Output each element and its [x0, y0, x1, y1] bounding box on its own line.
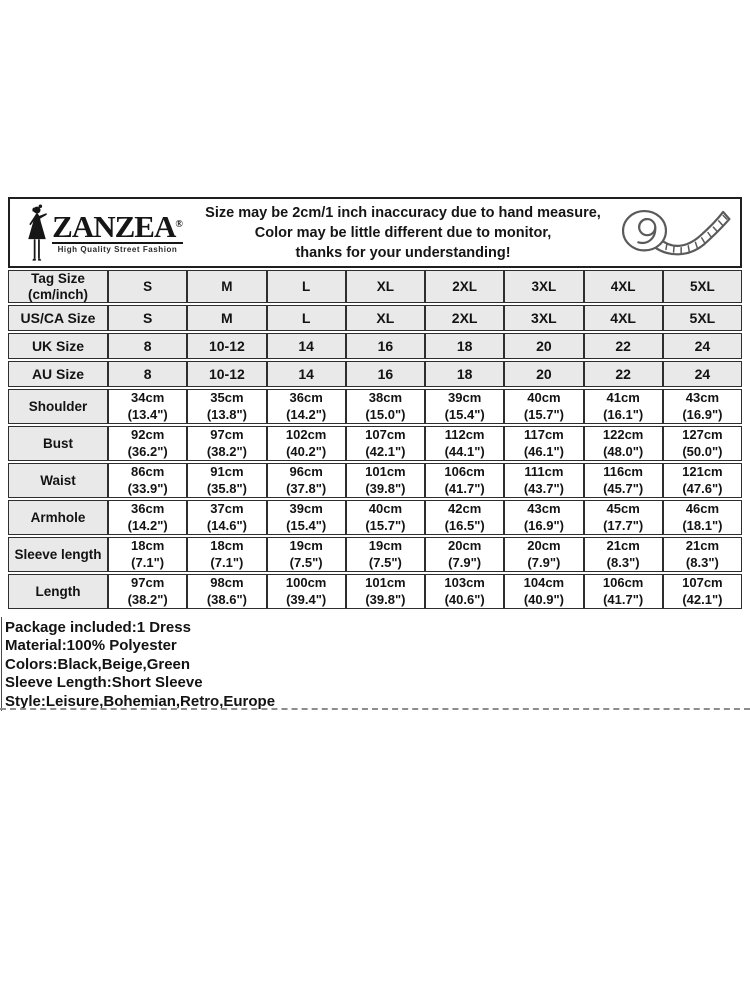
- size-cell: 112cm (44.1"): [425, 426, 504, 461]
- row-label: AU Size: [8, 361, 108, 387]
- size-table-row: [8, 270, 742, 303]
- size-cell: XL: [346, 305, 425, 331]
- size-cell: 40cm (15.7"): [504, 389, 583, 424]
- size-cell: 92cm (36.2"): [108, 426, 187, 461]
- size-cell: 97cm (38.2"): [187, 426, 266, 461]
- size-table-row: [8, 426, 742, 461]
- size-cell: 101cm (39.8"): [346, 574, 425, 609]
- size-cell: 122cm (48.0"): [584, 426, 663, 461]
- size-cell: 103cm (40.6"): [425, 574, 504, 609]
- detail-line: Package included:1 Dress: [5, 619, 191, 636]
- size-cell: 19cm (7.5"): [267, 537, 346, 572]
- detail-line: Colors:Black,Beige,Green: [5, 655, 191, 673]
- size-cell: 111cm (43.7"): [504, 463, 583, 498]
- disclaimer-line: Color may be little different due to monitor,: [254, 224, 552, 241]
- size-table-row: [8, 389, 742, 424]
- size-cell: 10-12: [187, 361, 266, 387]
- size-cell: 43cm (16.9"): [663, 389, 742, 424]
- size-cell: 98cm (38.6"): [187, 574, 266, 609]
- perforation-divider: [0, 708, 750, 710]
- size-cell: 20cm (7.9"): [504, 537, 583, 572]
- registered-mark: ®: [175, 218, 183, 230]
- size-table-row: [8, 574, 742, 609]
- measurement-disclaimer: [198, 203, 608, 263]
- size-cell: 24: [663, 333, 742, 359]
- size-cell: 5XL: [663, 305, 742, 331]
- size-cell: L: [267, 270, 346, 303]
- size-cell: 8: [108, 333, 187, 359]
- size-table-row: [8, 305, 742, 331]
- size-cell: 22: [584, 361, 663, 387]
- size-cell: 127cm (50.0"): [663, 426, 742, 461]
- size-table-row: [8, 361, 742, 387]
- size-cell: 46cm (18.1"): [663, 500, 742, 535]
- size-table-row: [8, 537, 742, 572]
- size-cell: 20cm (7.9"): [425, 537, 504, 572]
- size-cell: 97cm (38.2"): [108, 574, 187, 609]
- size-cell: 116cm (45.7"): [584, 463, 663, 498]
- size-cell: 19cm (7.5"): [346, 537, 425, 572]
- size-cell: 14: [267, 361, 346, 387]
- brand-logo: [10, 204, 198, 262]
- size-cell: 91cm (35.8"): [187, 463, 266, 498]
- size-cell: 107cm (42.1"): [346, 426, 425, 461]
- size-cell: 100cm (39.4"): [267, 574, 346, 609]
- size-cell: 8: [108, 361, 187, 387]
- size-table-row: [8, 463, 742, 498]
- size-cell: 101cm (39.8"): [346, 463, 425, 498]
- size-cell: XL: [346, 270, 425, 303]
- size-cell: 106cm (41.7"): [425, 463, 504, 498]
- woman-silhouette-icon: [25, 204, 49, 262]
- size-cell: 38cm (15.0"): [346, 389, 425, 424]
- row-label: Waist: [8, 463, 108, 498]
- size-cell: 35cm (13.8"): [187, 389, 266, 424]
- size-cell: 14: [267, 333, 346, 359]
- row-label: UK Size: [8, 333, 108, 359]
- size-cell: 42cm (16.5"): [425, 500, 504, 535]
- size-cell: 34cm (13.4"): [108, 389, 187, 424]
- size-cell: 36cm (14.2"): [108, 500, 187, 535]
- size-cell: 3XL: [504, 305, 583, 331]
- row-label: Armhole: [8, 500, 108, 535]
- brand-tagline: High Quality Street Fashion: [52, 242, 183, 254]
- size-cell: 40cm (15.7"): [346, 500, 425, 535]
- size-cell: 20: [504, 361, 583, 387]
- row-label: Length: [8, 574, 108, 609]
- size-cell: 37cm (14.6"): [187, 500, 266, 535]
- size-cell: 4XL: [584, 270, 663, 303]
- disclaimer-line: thanks for your understanding!: [295, 244, 511, 261]
- size-cell: 21cm (8.3"): [663, 537, 742, 572]
- size-cell: 3XL: [504, 270, 583, 303]
- row-label: Tag Size (cm/inch): [8, 270, 108, 303]
- size-cell: 2XL: [425, 270, 504, 303]
- detail-line: Style:Leisure,Bohemian,Retro,Europe: [5, 692, 276, 710]
- size-table-row: [8, 500, 742, 535]
- size-cell: 21cm (8.3"): [584, 537, 663, 572]
- detail-line: Material:100% Polyester: [5, 637, 177, 655]
- size-cell: 16: [346, 333, 425, 359]
- size-cell: 36cm (14.2"): [267, 389, 346, 424]
- size-cell: 121cm (47.6"): [663, 463, 742, 498]
- detail-line: Sleeve Length:Short Sleeve: [5, 674, 203, 692]
- size-cell: 43cm (16.9"): [504, 500, 583, 535]
- size-chart-table: [8, 268, 742, 611]
- size-cell: 16: [346, 361, 425, 387]
- brand-name: ZANZEA®: [52, 208, 183, 244]
- disclaimer-line: Size may be 2cm/1 inch inaccuracy due to hand measure,: [205, 204, 601, 221]
- size-cell: 4XL: [584, 305, 663, 331]
- size-cell: M: [187, 305, 266, 331]
- size-cell: 39cm (15.4"): [267, 500, 346, 535]
- size-cell: 24: [663, 361, 742, 387]
- size-cell: S: [108, 270, 187, 303]
- row-label: Bust: [8, 426, 108, 461]
- size-cell: 18cm (7.1"): [187, 537, 266, 572]
- size-cell: 86cm (33.9"): [108, 463, 187, 498]
- size-table-row: [8, 333, 742, 359]
- product-details: [1, 617, 749, 711]
- size-cell: 41cm (16.1"): [584, 389, 663, 424]
- size-cell: 45cm (17.7"): [584, 500, 663, 535]
- size-cell: 102cm (40.2"): [267, 426, 346, 461]
- measuring-tape-icon: [608, 203, 740, 262]
- size-cell: 22: [584, 333, 663, 359]
- size-cell: 96cm (37.8"): [267, 463, 346, 498]
- header-box: [8, 197, 742, 268]
- size-cell: 18: [425, 361, 504, 387]
- size-cell: 2XL: [425, 305, 504, 331]
- size-cell: L: [267, 305, 346, 331]
- row-label: Sleeve length: [8, 537, 108, 572]
- size-cell: 10-12: [187, 333, 266, 359]
- size-cell: 107cm (42.1"): [663, 574, 742, 609]
- size-cell: 106cm (41.7"): [584, 574, 663, 609]
- size-cell: 18cm (7.1"): [108, 537, 187, 572]
- size-cell: 39cm (15.4"): [425, 389, 504, 424]
- size-cell: M: [187, 270, 266, 303]
- size-cell: 18: [425, 333, 504, 359]
- row-label: US/CA Size: [8, 305, 108, 331]
- size-cell: 5XL: [663, 270, 742, 303]
- size-cell: S: [108, 305, 187, 331]
- row-label: Shoulder: [8, 389, 108, 424]
- size-cell: 117cm (46.1"): [504, 426, 583, 461]
- size-cell: 20: [504, 333, 583, 359]
- size-cell: 104cm (40.9"): [504, 574, 583, 609]
